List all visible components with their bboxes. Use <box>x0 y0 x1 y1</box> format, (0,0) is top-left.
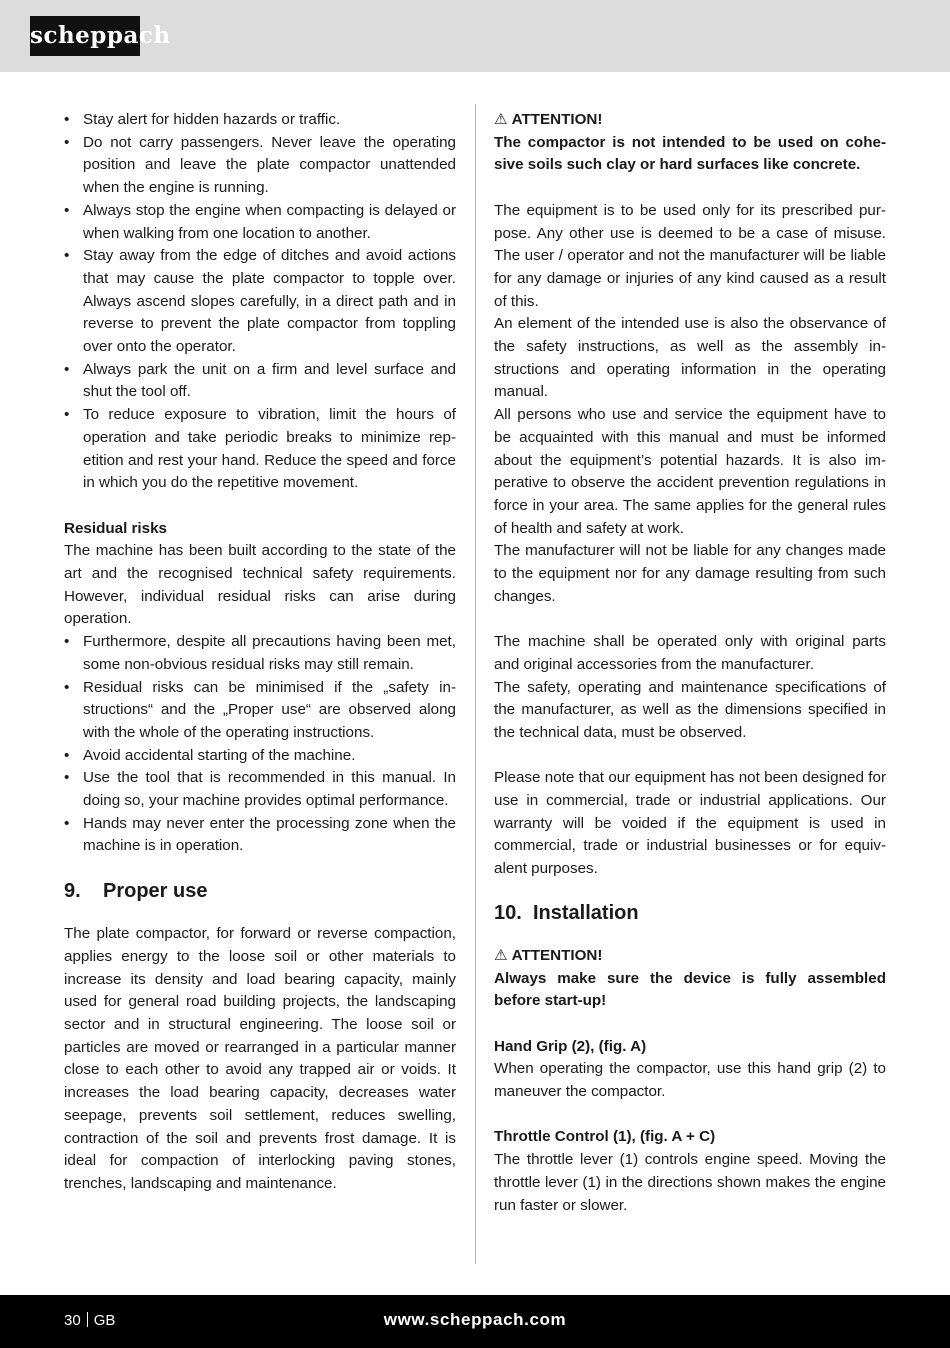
section-heading-proper-use <box>64 878 456 904</box>
list-item: • To reduce exposure to vibration, limit the hours of operation and take periodic breaks to minimize repetition and rest your hand. Reduce the speed and force in which you do the repetitive movement. <box>64 404 456 495</box>
hand-grip-heading: Hand Grip (2), (fig. A) <box>494 1037 647 1055</box>
section-title: Proper use <box>103 880 208 903</box>
list-item: • Always park the unit on a firm and level surface and shut the tool off. <box>64 359 456 404</box>
left-column <box>64 109 456 1196</box>
list-item: • Stay away from the edge of ditches and avoid actions that may cause the plate compactor to topple over. Always ascend slopes carefully, in a direct path and in reverse to prevent the plate compactor from toppling over onto the operator. <box>64 245 456 359</box>
list-item: • Always stop the engine when compacting is delayed or when walking from one location to another. <box>64 200 456 245</box>
list-item: • Furthermore, despite all precautions having been met, some non-obvious residual risks may still remain. <box>64 631 456 676</box>
list-item: • Use the tool that is recommended in this manual. In doing so, your machine provides optimal performance. <box>64 767 456 812</box>
list-item: • Do not carry passengers. Never leave the operating position and leave the plate compactor unattended when the engine is running. <box>64 132 456 200</box>
paragraph: All persons who use and service the equipment have to be acquainted with this manual and must be informed about the equipment’s potential hazards. It is also imperative to observe the accident prevention regulations in force in your area. The same applies for the general rules of health and safety at work. <box>494 406 886 537</box>
section-title: Installation <box>533 901 639 924</box>
proper-use-text: The plate compactor, for forward or reverse compaction, applies energy to the loose soil or other materials to increase its density and load bearing capacity, mainly used for general road building projects, the landscaping sector and in structural engineering. The loose soil or particles are moved or rearranged in a particular manner close to each other to avoid any trapped air or voids. It increases the load bearing capacity, decreases water seepage, prevents soil settlement, reduces swelling, contraction of the soil and prevents frost damage. It is ideal for compaction of interlocking paving stones, trenches, landscaping and maintenance. <box>64 925 456 1192</box>
warning-icon: ⚠ <box>494 946 508 964</box>
paragraph: The equipment is to be used only for its prescribed purpose. Any other use is deemed to be a case of misuse. The user / operator and not the manufacturer will be liable for any damage or injuries of any kind caused as a result of this. <box>494 201 886 310</box>
paragraph: The manufacturer will not be liable for any changes made to the equipment nor for any damage resulting from such changes. <box>494 542 886 605</box>
list-item: • Stay alert for hidden hazards or traffic. <box>64 109 456 132</box>
attention-text: The compactor is not intended to be used on cohesive soils such clay or hard surfaces like concrete. <box>494 133 886 174</box>
page-number-value: 30 <box>64 1312 81 1329</box>
list-item: • Residual risks can be minimised if the „safety instructions“ and the „Proper use“ are observed along with the whole of the operating instructions. <box>64 677 456 745</box>
list-item: • Hands may never enter the processing zone when the machine is in operation. <box>64 813 456 858</box>
residual-risks-text: The machine has been built according to the state of the art and the recognised technical safety requirements. However, individual residual risks can arise during operation. <box>64 542 456 628</box>
paragraph: The safety, operating and maintenance specifications of the manufacturer, as well as the dimensions specified in the technical data, must be observed. <box>494 678 886 741</box>
scheppach-logo: scheppach <box>30 16 140 56</box>
section-number: 10. <box>494 901 522 924</box>
right-column <box>494 109 886 1217</box>
attention-label <box>494 109 886 132</box>
page-footer <box>0 1295 950 1348</box>
list-item: • Avoid accidental starting of the machine. <box>64 745 456 768</box>
attention-text-label: ATTENTION! <box>511 946 603 964</box>
residual-risks-heading: Residual risks <box>64 519 167 537</box>
attention-text: Always make sure the device is fully assembled before start-up! <box>494 969 886 1010</box>
paragraph: An element of the intended use is also the observance of the safety instructions, as well as the assembly instructions and operating information in the operating manual. <box>494 315 886 401</box>
safety-bullet-list <box>64 109 456 495</box>
page-header <box>0 0 950 72</box>
throttle-control-text: The throttle lever (1) controls engine speed. Moving the throttle lever (1) in the directions shown makes the engine run faster or slower. <box>494 1151 886 1214</box>
website-url: www.scheppach.com <box>383 1310 567 1329</box>
section-heading-installation <box>494 900 886 926</box>
warning-icon: ⚠ <box>494 111 508 128</box>
paragraph: Please note that our equipment has not been designed for use in commercial, trade or industrial applications. Our warranty will be voided if the equipment is used in commercial, trade or industrial businesses or for equivalent purposes. <box>494 769 886 878</box>
throttle-control-heading: Throttle Control (1), (fig. A + C) <box>494 1128 716 1146</box>
column-divider <box>475 104 476 1264</box>
attention-text-label: ATTENTION! <box>511 111 603 128</box>
hand-grip-text: When operating the compactor, use this hand grip (2) to maneuver the compactor. <box>494 1060 886 1101</box>
language-code: GB <box>93 1312 116 1329</box>
attention-label <box>494 945 886 968</box>
paragraph: The machine shall be operated only with original parts and original accessories from the manufacturer. <box>494 633 886 673</box>
residual-bullet-list <box>64 631 456 858</box>
section-number: 9. <box>64 880 81 903</box>
